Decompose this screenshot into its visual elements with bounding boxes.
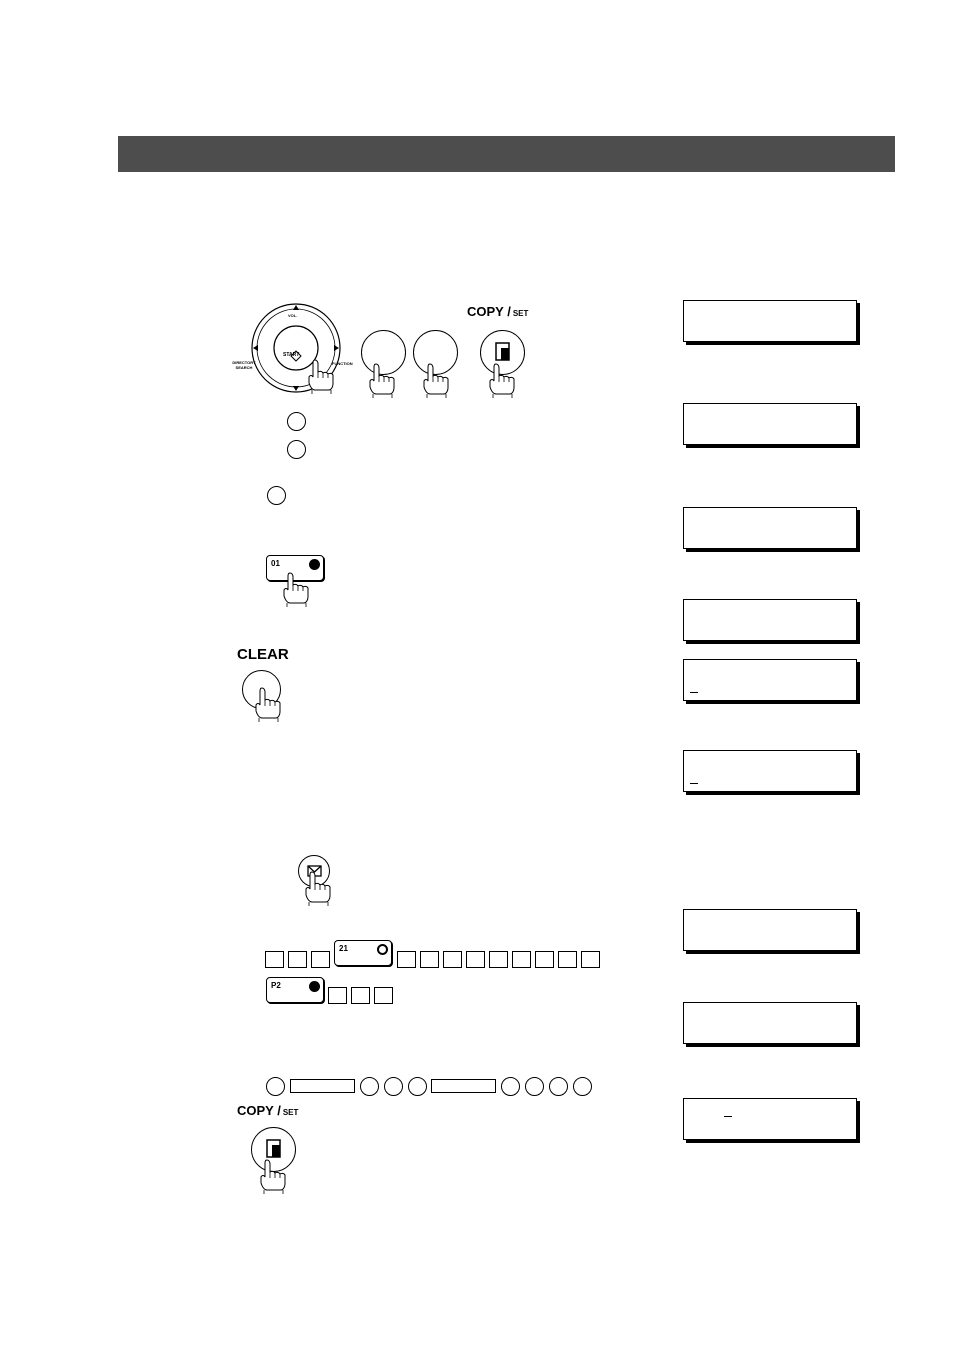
numeric-key[interactable] xyxy=(384,1077,403,1096)
finger-press-icon xyxy=(261,1160,287,1196)
text-entry-key[interactable] xyxy=(290,1079,355,1093)
text-entry-key[interactable] xyxy=(431,1079,496,1093)
dial-volume-label: VOL. xyxy=(288,313,298,318)
numeric-key[interactable] xyxy=(351,987,370,1004)
numeric-key[interactable] xyxy=(573,1077,592,1096)
lcd-display xyxy=(683,909,857,951)
numeric-key[interactable] xyxy=(466,951,485,968)
numeric-key[interactable] xyxy=(265,951,284,968)
finger-press-icon xyxy=(490,364,516,400)
numeric-key[interactable] xyxy=(512,951,531,968)
one-touch-indicator-icon xyxy=(309,981,320,992)
finger-press-icon xyxy=(306,872,332,908)
lcd-display xyxy=(683,750,857,792)
numeric-key[interactable] xyxy=(287,412,306,431)
lcd-cursor xyxy=(690,783,698,784)
lcd-display xyxy=(683,507,857,549)
lcd-display xyxy=(683,300,857,342)
numeric-key[interactable] xyxy=(288,951,307,968)
section-header-bar xyxy=(118,136,895,172)
one-touch-key-p2[interactable]: P2 xyxy=(266,977,324,1003)
numeric-key[interactable] xyxy=(558,951,577,968)
lcd-display xyxy=(683,403,857,445)
dial-directory-search-label: DIRECTORY SEARCH xyxy=(232,360,256,370)
numeric-key[interactable] xyxy=(360,1077,379,1096)
finger-press-icon xyxy=(309,360,335,396)
lcd-display xyxy=(683,1098,857,1140)
clear-label: CLEAR xyxy=(237,646,289,663)
finger-press-icon xyxy=(256,688,282,724)
numeric-key[interactable] xyxy=(287,440,306,459)
one-touch-key-01[interactable]: 01 xyxy=(266,555,324,581)
dial-function-label: FUNCTION xyxy=(332,361,353,366)
numeric-key[interactable] xyxy=(501,1077,520,1096)
copy-set-label-top: COPY / SET xyxy=(467,304,529,319)
numeric-key[interactable] xyxy=(535,951,554,968)
lcd-cursor xyxy=(724,1116,732,1117)
finger-press-icon xyxy=(284,573,310,609)
numeric-key[interactable] xyxy=(525,1077,544,1096)
numeric-key[interactable] xyxy=(374,987,393,1004)
finger-press-icon xyxy=(370,364,396,400)
numeric-key[interactable] xyxy=(266,1077,285,1096)
finger-press-icon xyxy=(424,364,450,400)
lcd-cursor xyxy=(690,692,698,693)
numeric-key[interactable] xyxy=(581,951,600,968)
numeric-key[interactable] xyxy=(311,951,330,968)
lcd-display xyxy=(683,1002,857,1044)
copy-set-label-bottom: COPY / SET xyxy=(237,1103,299,1118)
numeric-key[interactable] xyxy=(549,1077,568,1096)
lcd-display xyxy=(683,659,857,701)
numeric-key[interactable] xyxy=(328,987,347,1004)
one-touch-indicator-icon xyxy=(377,944,388,955)
numeric-key[interactable] xyxy=(443,951,462,968)
dial-start-label: START xyxy=(283,352,300,358)
numeric-key[interactable] xyxy=(489,951,508,968)
lcd-display xyxy=(683,599,857,641)
one-touch-key-21[interactable]: 21 xyxy=(334,940,392,966)
one-touch-indicator-icon xyxy=(309,559,320,570)
numeric-key[interactable] xyxy=(408,1077,427,1096)
numeric-key[interactable] xyxy=(420,951,439,968)
numeric-key[interactable] xyxy=(397,951,416,968)
numeric-key[interactable] xyxy=(267,486,286,505)
